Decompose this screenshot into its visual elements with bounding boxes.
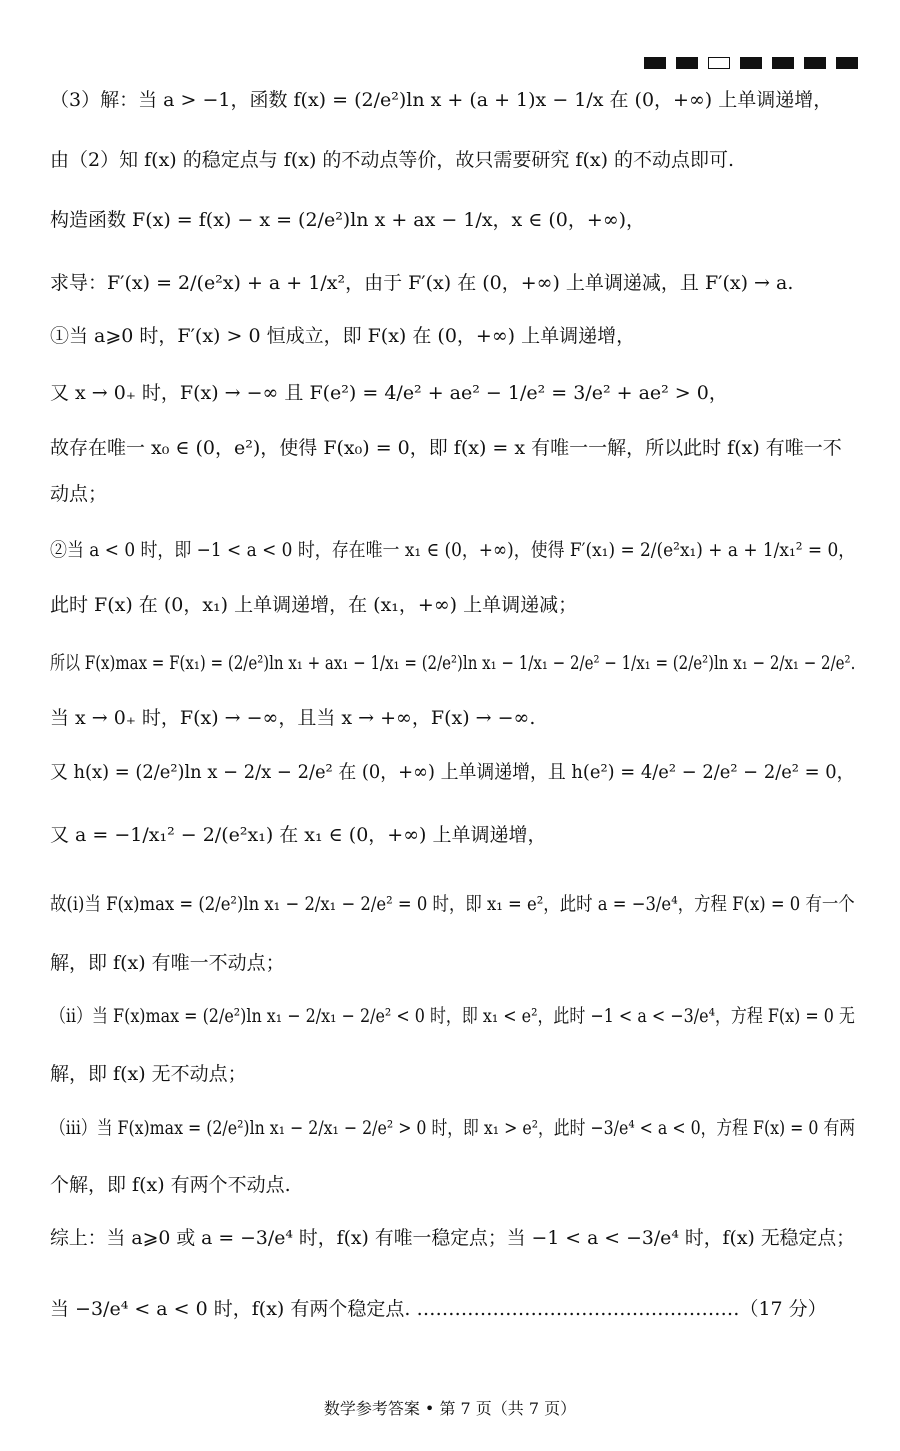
filled-box-mark-icon [836, 57, 858, 69]
filled-box-mark-icon [644, 57, 666, 69]
line-19: （ⅲ）当 F(x)max = (2/e²)ln x₁ − 2/x₁ − 2/e² > 0 时，即 x₁ > e²，此时 −3/e⁴ < a < 0，方程 F(x) = 0 有两 [50, 1117, 856, 1139]
line-7: 故存在唯一 x₀ ∈ (0，e²)，使得 F(x₀) = 0，即 f(x) = x 有唯一一解，所以此时 f(x) 有唯一不 [50, 437, 842, 459]
line-12: 当 x → 0₊ 时，F(x) → −∞，且当 x → +∞，F(x) → −∞. [50, 707, 536, 729]
filled-box-mark-icon [804, 57, 826, 69]
line-18: 解，即 f(x) 无不动点； [50, 1063, 247, 1085]
line-4: 求导：F′(x) = 2/(e²x) + a + 1/x²，由于 F′(x) 在 (0，+∞) 上单调递减，且 F′(x) → a. [50, 272, 794, 294]
line-20: 个解，即 f(x) 有两个不动点. [50, 1174, 291, 1196]
line-2: 由（2）知 f(x) 的稳定点与 f(x) 的不动点等价，故只需要研究 f(x) 的不动点即可. [50, 149, 735, 171]
line-6: 又 x → 0₊ 时，F(x) → −∞ 且 F(e²) = 4/e² + ae² − 1/e² = 3/e² + ae² > 0， [50, 382, 728, 404]
open-box-mark-icon [708, 57, 730, 69]
line-15: 故(ⅰ)当 F(x)max = (2/e²)ln x₁ − 2/x₁ − 2/e² = 0 时，即 x₁ = e²，此时 a = −3/e⁴，方程 F(x) = 0 有一个 [50, 893, 855, 915]
line-3: 构造函数 F(x) = f(x) − x = (2/e²)ln x + ax − 1/x，x ∈ (0，+∞)， [50, 209, 646, 231]
filled-box-mark-icon [676, 57, 698, 69]
line-8: 动点； [50, 483, 108, 505]
line-5: ①当 a⩾0 时，F′(x) > 0 恒成立，即 F(x) 在 (0，+∞) 上单调递增， [50, 325, 636, 347]
line-14: 又 a = −1/x₁² − 2/(e²x₁) 在 x₁ ∈ (0，+∞) 上单调递增， [50, 824, 547, 846]
line-17: （ⅱ）当 F(x)max = (2/e²)ln x₁ − 2/x₁ − 2/e² < 0 时，即 x₁ < e²，此时 −1 < a < −3/e⁴，方程 F(x) = 0 无 [50, 1005, 855, 1027]
filled-box-mark-icon [772, 57, 794, 69]
page-footer: 数学参考答案 • 第 7 页（共 7 页） [323, 1399, 577, 1418]
header-marks [644, 57, 858, 69]
line-21: 综上：当 a⩾0 或 a = −3/e⁴ 时，f(x) 有唯一稳定点；当 −1 < a < −3/e⁴ 时，f(x) 无稳定点； [50, 1227, 856, 1249]
line-9: ②当 a < 0 时，即 −1 < a < 0 时，存在唯一 x₁ ∈ (0，+∞)，使得 F′(x₁) = 2/(e²x₁) + a + 1/x₁² = 0， [50, 539, 856, 561]
line-11: 所以 F(x)max = F(x₁) = (2/e²)ln x₁ + ax₁ − 1/x₁ = (2/e²)ln x₁ − 1/x₁ − 2/e² − 1/x₁ = (2/e²)ln x₁ − 2/x₁ − 2/e². [50, 652, 856, 674]
line-1: （3）解：当 a > −1，函数 f(x) = (2/e²)ln x + (a + 1)x − 1/x 在 (0，+∞) 上单调递增， [50, 89, 833, 111]
line-10: 此时 F(x) 在 (0，x₁) 上单调递增，在 (x₁，+∞) 上单调递减； [50, 594, 578, 616]
line-22: 当 −3/e⁴ < a < 0 时，f(x) 有两个稳定点. ……………………………………………（17 分） [50, 1298, 827, 1320]
filled-box-mark-icon [740, 57, 762, 69]
line-13: 又 h(x) = (2/e²)ln x − 2/x − 2/e² 在 (0，+∞) 上单调递增，且 h(e²) = 4/e² − 2/e² − 2/e² = 0， [50, 761, 855, 783]
line-16: 解，即 f(x) 有唯一不动点； [50, 952, 285, 974]
